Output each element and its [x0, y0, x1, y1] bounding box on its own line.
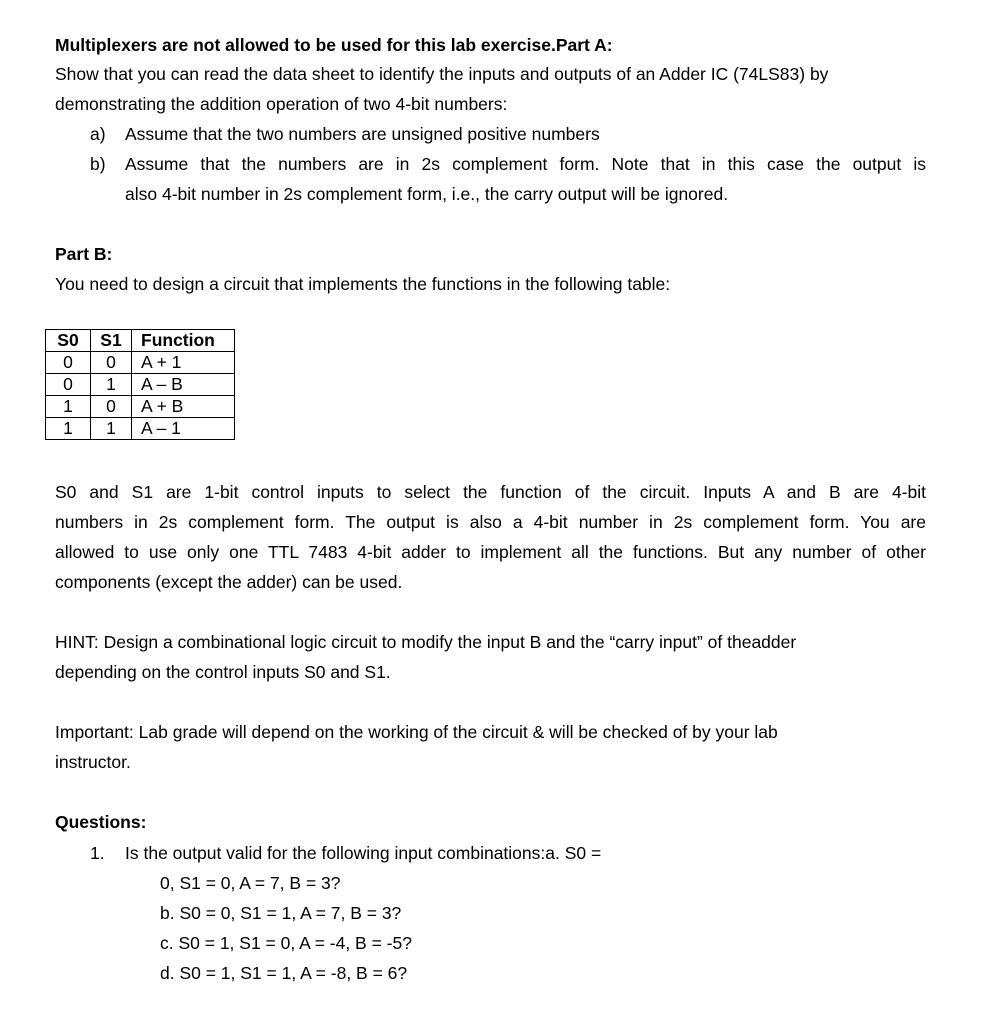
question-1-marker: 1. [90, 843, 105, 863]
part-a-heading: Multiplexers are not allowed to be used for this lab exercise.Part A: [55, 35, 613, 55]
cell-s1: 1 [91, 418, 132, 440]
cell-s0: 0 [46, 374, 91, 396]
description-line2: numbers in 2s complement form. The output is also a 4-bit number in 2s complement form. You are [55, 512, 926, 532]
question-1-line2: 0, S1 = 0, A = 7, B = 3? [160, 873, 341, 893]
item-b-marker: b) [90, 154, 106, 174]
cell-s1: 0 [91, 352, 132, 374]
part-b-heading: Part B: [55, 244, 113, 264]
table-row [46, 418, 235, 440]
function-table [45, 329, 235, 440]
cell-s1: 1 [91, 374, 132, 396]
table-row [46, 352, 235, 374]
important-line1: Important: Lab grade will depend on the working of the circuit & will be checked of by your lab [55, 722, 778, 742]
item-b-text-line2: also 4-bit number in 2s complement form, i.e., the carry output will be ignored. [125, 184, 729, 204]
header-s1: S1 [91, 330, 132, 352]
cell-function: A + 1 [132, 352, 235, 374]
header-function: Function [132, 330, 235, 352]
questions-heading: Questions: [55, 812, 147, 832]
cell-s0: 1 [46, 418, 91, 440]
part-a-intro-line1: Show that you can read the data sheet to identify the inputs and outputs of an Adder IC (74LS83) by [55, 64, 829, 84]
cell-s0: 0 [46, 352, 91, 374]
cell-s1: 0 [91, 396, 132, 418]
description-line3: allowed to use only one TTL 7483 4-bit adder to implement all the functions. But any number of other [55, 542, 926, 562]
header-s0: S0 [46, 330, 91, 352]
hint-line2: depending on the control inputs S0 and S1. [55, 662, 391, 682]
item-b-text-line1: Assume that the numbers are in 2s complement form. Note that in this case the output is [125, 154, 926, 174]
part-a-intro-line2: demonstrating the addition operation of two 4-bit numbers: [55, 94, 508, 114]
question-1-c: c. S0 = 1, S1 = 0, A = -4, B = -5? [160, 933, 412, 953]
cell-s0: 1 [46, 396, 91, 418]
item-a-marker: a) [90, 124, 106, 144]
hint-line1: HINT: Design a combinational logic circuit to modify the input B and the “carry input” of theadder [55, 632, 797, 652]
table-header-row [46, 330, 235, 352]
description-line4: components (except the adder) can be used. [55, 572, 403, 592]
table-row [46, 374, 235, 396]
cell-function: A + B [132, 396, 235, 418]
table-row [46, 396, 235, 418]
cell-function: A – B [132, 374, 235, 396]
question-1-line1: Is the output valid for the following input combinations:a. S0 = [125, 843, 602, 863]
part-b-intro: You need to design a circuit that implements the functions in the following table: [55, 274, 671, 294]
question-1-d: d. S0 = 1, S1 = 1, A = -8, B = 6? [160, 963, 408, 983]
important-line2: instructor. [55, 752, 131, 772]
question-1-b: b. S0 = 0, S1 = 1, A = 7, B = 3? [160, 903, 402, 923]
cell-function: A – 1 [132, 418, 235, 440]
item-a-text: Assume that the two numbers are unsigned positive numbers [125, 124, 600, 144]
description-line1: S0 and S1 are 1-bit control inputs to select the function of the circuit. Inputs A and B are 4-bit [55, 482, 926, 502]
